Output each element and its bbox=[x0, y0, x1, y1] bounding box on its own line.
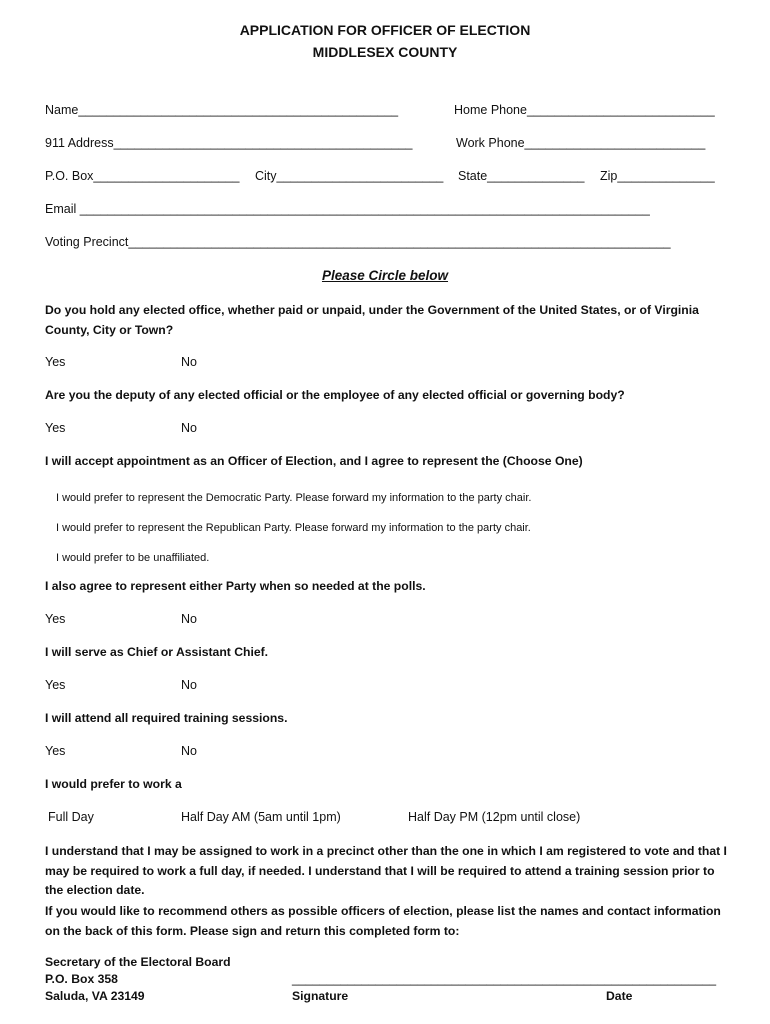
email-field[interactable]: Email __________________________________________________________________________________ bbox=[45, 202, 650, 216]
question-work-preference: I would prefer to work a bbox=[45, 777, 182, 791]
zip-field[interactable]: Zip______________ bbox=[600, 169, 715, 183]
understand-paragraph: I understand that I may be assigned to work in a precinct other than the one in which I am registered to vote and that I may be required to work a full day, if needed. I understand that I will be required to attend a training session prior to the election date. bbox=[45, 844, 727, 897]
question-chief: I will serve as Chief or Assistant Chief. bbox=[45, 645, 269, 659]
q2-yes-option[interactable]: Yes bbox=[45, 421, 66, 435]
question-either-party: I also agree to represent either Party when so needed at the polls. bbox=[45, 579, 426, 593]
form-subtitle: MIDDLESEX COUNTY bbox=[312, 44, 458, 60]
question-deputy: Are you the deputy of any elected official or the employee of any elected official or governing body? bbox=[45, 388, 625, 402]
q2-no-option[interactable]: No bbox=[181, 421, 197, 435]
mailing-address-line1: Secretary of the Electoral Board bbox=[45, 955, 231, 969]
q5-no-option[interactable]: No bbox=[181, 678, 197, 692]
address-911-field[interactable]: 911 Address___________________________________________ bbox=[45, 136, 413, 150]
q6-yes-option[interactable]: Yes bbox=[45, 744, 66, 758]
option-half-day-am[interactable]: Half Day AM (5am until 1pm) bbox=[181, 810, 341, 824]
question-elected-office-line1: Do you hold any elected office, whether paid or unpaid, under the Government of the United States, or of Virginia bbox=[45, 303, 699, 317]
q1-yes-option[interactable]: Yes bbox=[45, 355, 66, 369]
option-half-day-pm[interactable]: Half Day PM (12pm until close) bbox=[408, 810, 581, 824]
form-title: APPLICATION FOR OFFICER OF ELECTION bbox=[239, 22, 531, 38]
po-box-field[interactable]: P.O. Box_____________________ bbox=[45, 169, 240, 183]
q4-yes-option[interactable]: Yes bbox=[45, 612, 66, 626]
recommend-paragraph: If you would like to recommend others as possible officers of election, please list the names and contact information on the back of this form. Please sign and return this completed form to: bbox=[45, 904, 721, 938]
work-phone-field[interactable]: Work Phone__________________________ bbox=[456, 136, 706, 150]
option-democratic[interactable]: I would prefer to represent the Democratic Party. Please forward my information to the party chair. bbox=[56, 492, 532, 504]
signature-label: Signature bbox=[292, 989, 349, 1003]
voting-precinct-field[interactable]: Voting Precinct______________________________________________________________________________ bbox=[45, 235, 671, 249]
question-party-representation: I will accept appointment as an Officer of Election, and I agree to represent the (Choose One) bbox=[45, 454, 583, 468]
state-field[interactable]: State______________ bbox=[458, 169, 585, 183]
name-field[interactable]: Name______________________________________________ bbox=[45, 103, 399, 117]
q5-yes-option[interactable]: Yes bbox=[45, 678, 66, 692]
question-elected-office-line2: County, City or Town? bbox=[45, 323, 174, 337]
signature-line[interactable]: _____________________________________________________________ bbox=[292, 972, 717, 986]
city-field[interactable]: City________________________ bbox=[255, 169, 444, 183]
circle-below-heading: Please Circle below bbox=[321, 268, 449, 283]
q1-no-option[interactable]: No bbox=[181, 355, 197, 369]
date-label: Date bbox=[606, 989, 633, 1003]
option-full-day[interactable]: Full Day bbox=[48, 810, 94, 824]
question-training: I will attend all required training sessions. bbox=[45, 711, 288, 725]
mailing-address-line2: P.O. Box 358 bbox=[45, 972, 118, 986]
q4-no-option[interactable]: No bbox=[181, 612, 197, 626]
q6-no-option[interactable]: No bbox=[181, 744, 197, 758]
home-phone-field[interactable]: Home Phone___________________________ bbox=[454, 103, 715, 117]
option-unaffiliated[interactable]: I would prefer to be unaffiliated. bbox=[56, 552, 210, 564]
mailing-address-line3: Saluda, VA 23149 bbox=[45, 989, 145, 1003]
option-republican[interactable]: I would prefer to represent the Republican Party. Please forward my information to the party chair. bbox=[56, 522, 531, 534]
